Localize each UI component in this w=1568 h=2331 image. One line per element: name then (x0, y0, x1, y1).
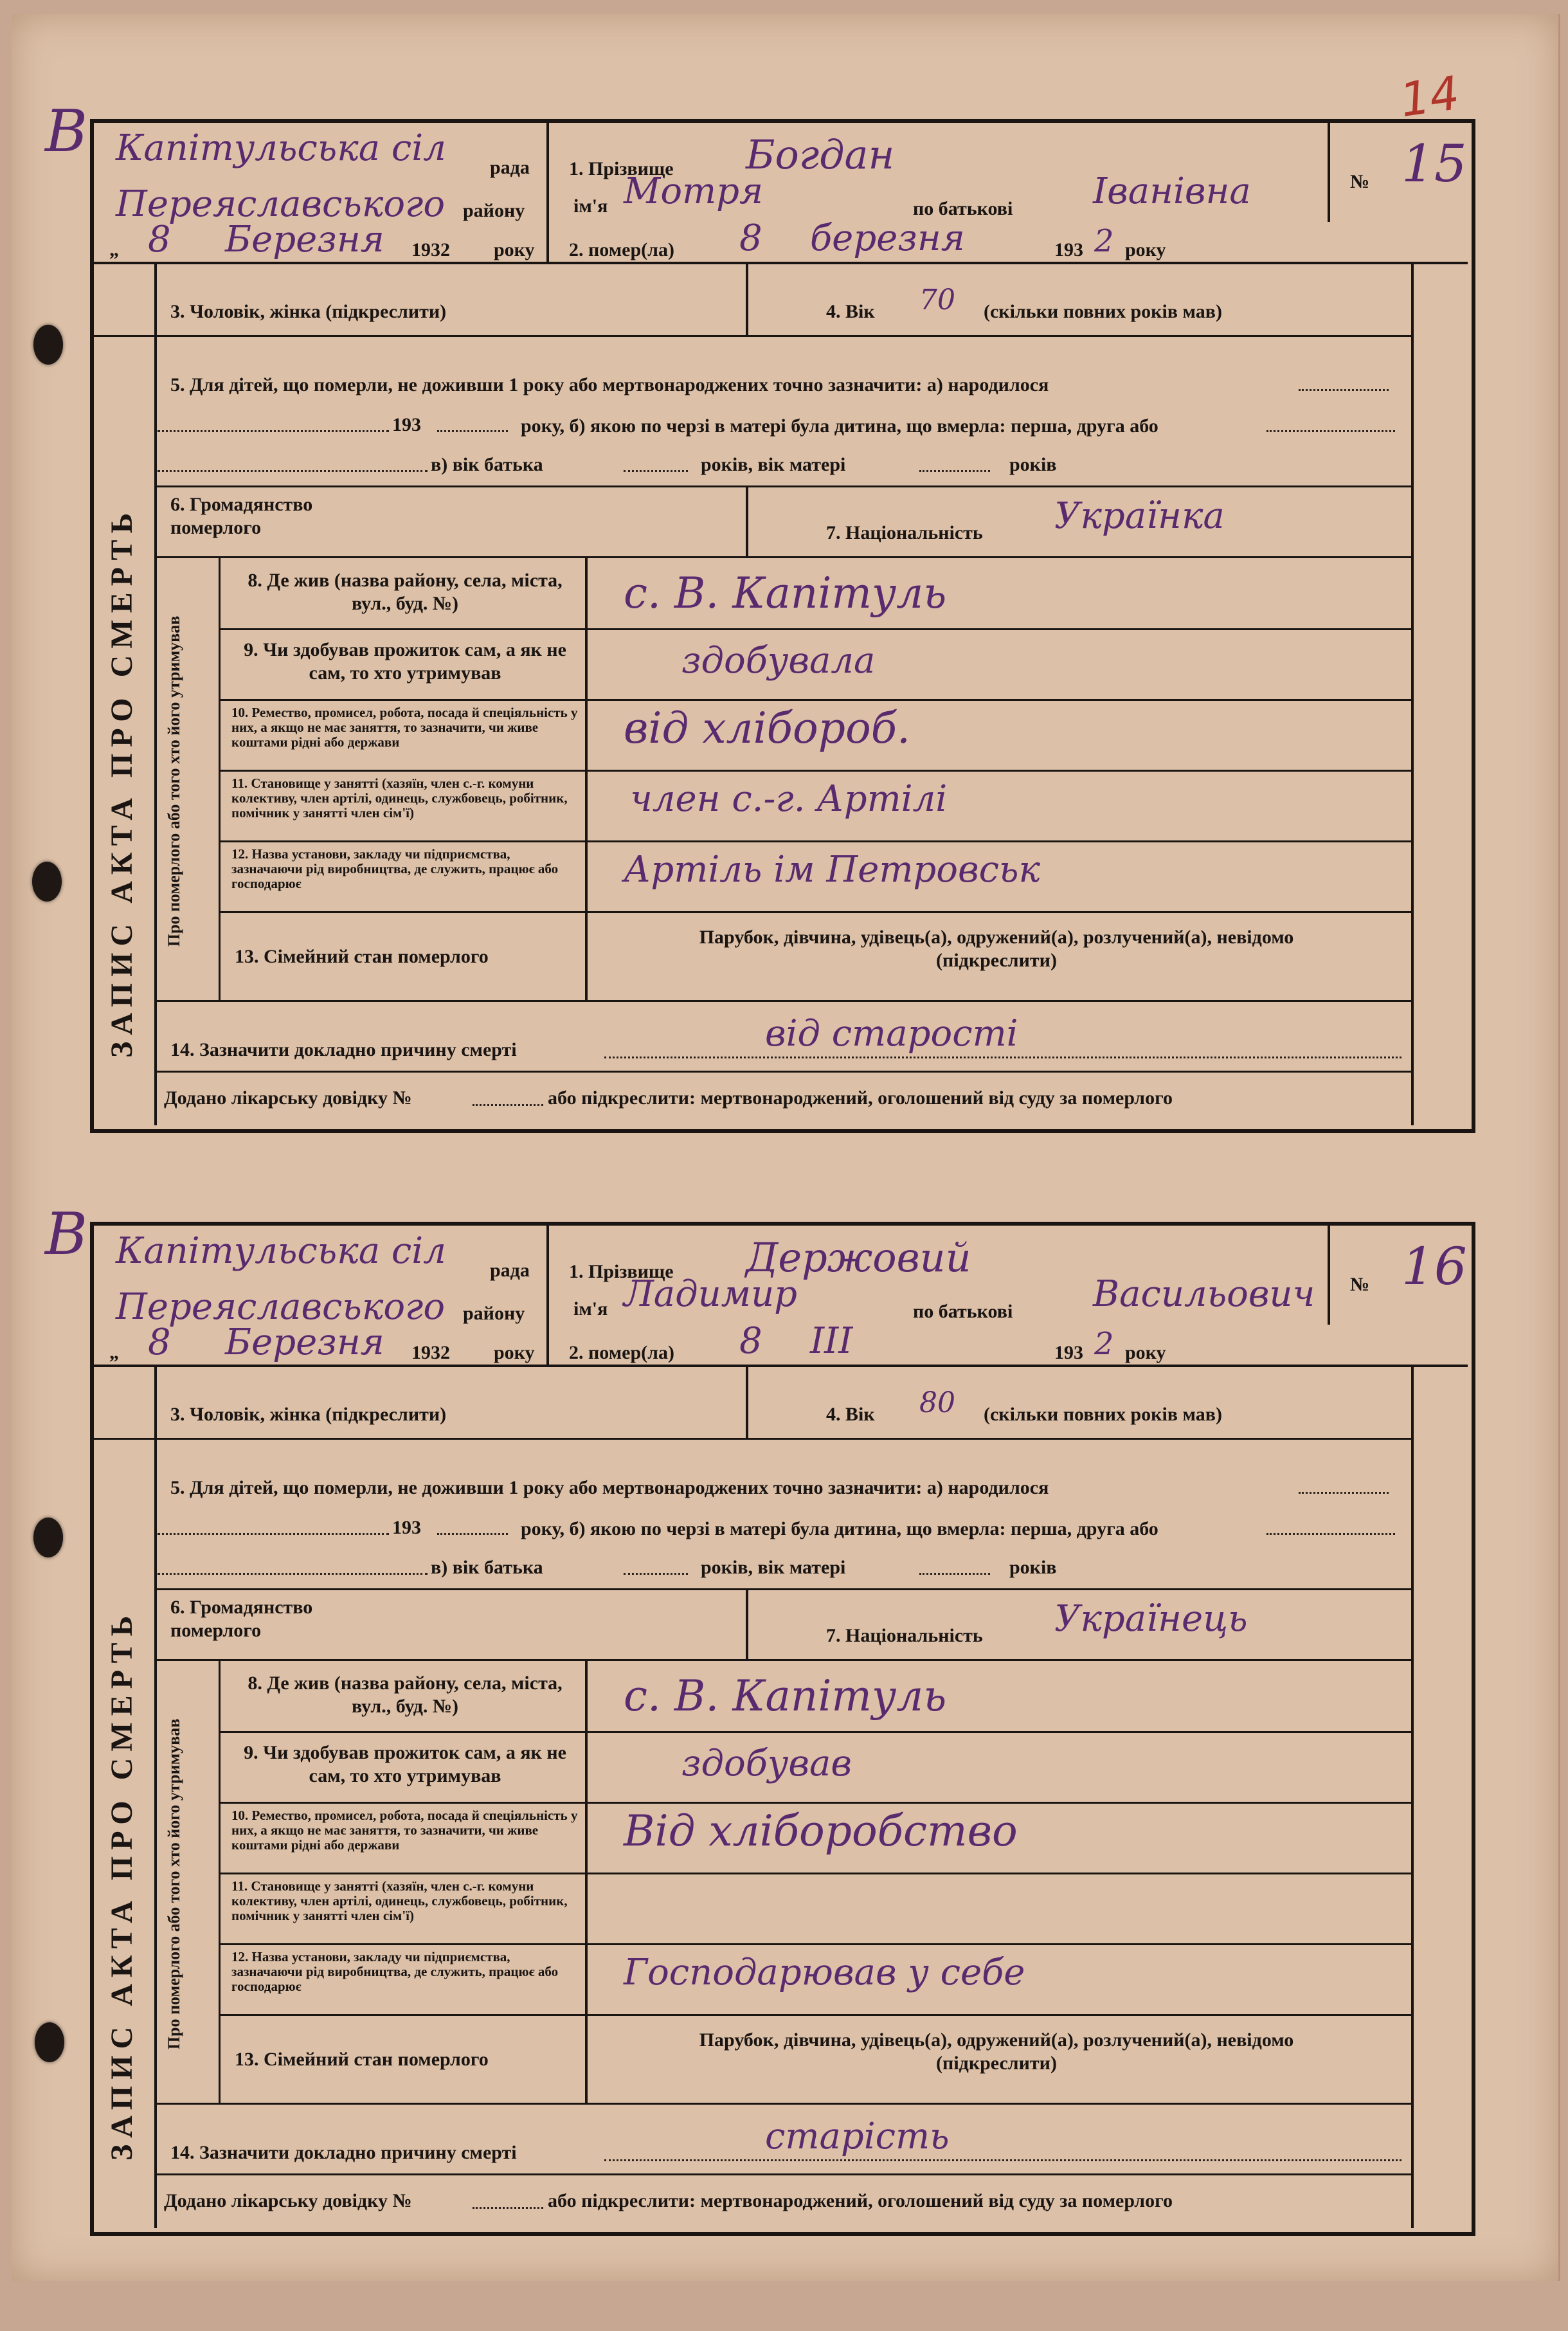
residence-value: с. В. Капітуль (624, 568, 947, 618)
surname-value: Богдан (746, 131, 895, 178)
date-year: 1932 (411, 1342, 450, 1363)
divider (154, 1000, 1411, 1002)
field-6-label: 6. Громадянство померлого (170, 1597, 313, 1641)
divider (219, 1943, 1411, 1945)
patronymic-value: Іванівна (1093, 170, 1251, 212)
patronymic-value: Васильович (1093, 1273, 1315, 1315)
died-month: III (810, 1320, 853, 1362)
surname-label: 1. Прізвище (569, 158, 674, 179)
died-label: 2. помер(ла) (569, 239, 674, 260)
field-10-label: 10. Ремество, промисел, робота, посада й спеціяльність у них, а якщо не має заняття, то зазначити, чи живе коштами рідні або держави (231, 1808, 578, 1853)
divider (154, 1365, 157, 2228)
blank-line (473, 2207, 543, 2209)
blank-line (437, 430, 508, 432)
field-4-hint: (скільки повних років мав) (984, 301, 1222, 322)
field-5-line3a: в) вік батька (431, 1557, 543, 1578)
divider (154, 262, 157, 1125)
date-day: 8 (148, 1321, 171, 1363)
binder-hole (33, 325, 63, 365)
corner-mark: В (45, 1201, 88, 1268)
divider (746, 264, 748, 335)
blank-line (158, 1573, 428, 1575)
divider (1411, 1365, 1414, 2228)
died-day: 8 (739, 1320, 762, 1362)
blank-line (919, 470, 990, 472)
binder-hole (35, 2022, 64, 2062)
field-13-options: Парубок, дівчина, удівець(а), одружений(а), розлучений(а), невідомо (підкреслити) (699, 927, 1294, 971)
field-8-label: 8. Де жив (назва району, села, міста, вул., буд. №) (248, 570, 563, 614)
died-roku-label: року (1125, 1342, 1166, 1363)
divider (90, 335, 1411, 337)
date-roku-label: року (494, 1342, 535, 1363)
institution-value: Господарював у себе (624, 1952, 1025, 1993)
record-frame (90, 1222, 1475, 2236)
field-3-label: 3. Чоловік, жінка (підкреслити) (170, 301, 447, 322)
divider (585, 556, 588, 1000)
cause-value: старість (765, 2116, 950, 2157)
nationality-value: Українка (1054, 495, 1225, 537)
name-value: Мотря (624, 170, 764, 212)
raion-label: району (463, 1303, 525, 1324)
date-month: Березня (225, 219, 384, 260)
footer-b: або підкреслити: мертвонароджений, оголошений від суду за померлого (548, 1087, 1173, 1109)
blank-line (1299, 389, 1389, 391)
record-number: 15 (1401, 134, 1467, 194)
footer-a: Додано лікарську довідку № (164, 1087, 412, 1109)
age-value: 80 (919, 1386, 955, 1419)
field-5-line2: року, б) якою по черзі в матері була дитина, що вмерла: перша, друга або (521, 1518, 1158, 1539)
divider (746, 1588, 748, 1659)
blank-line (1266, 430, 1395, 432)
blank-line (437, 1533, 508, 1535)
position-value: член с.-г. Артілі (630, 778, 948, 820)
field-4-label: 4. Вік (826, 301, 875, 322)
blank-line (158, 430, 389, 432)
death-record-2 (45, 1201, 1475, 2331)
divider (154, 1588, 1411, 1590)
field-5-line3a: в) вік батька (431, 454, 543, 475)
divider (546, 119, 549, 262)
surname-label: 1. Прізвище (569, 1261, 674, 1282)
divider (154, 556, 1411, 558)
rada-value: Капітульська сіл (116, 127, 446, 169)
field-7-label: 7. Національність (826, 522, 983, 543)
number-label: № (1350, 171, 1370, 192)
field-4-hint: (скільки повних років мав) (984, 1404, 1222, 1425)
date-roku-label: року (494, 239, 535, 260)
divider (219, 1873, 1411, 1874)
field-3-label: 3. Чоловік, жінка (підкреслити) (170, 1404, 447, 1425)
livelihood-value: здобувала (681, 640, 876, 682)
blank-line (604, 2159, 1401, 2161)
divider (1328, 1222, 1330, 1325)
divider (219, 1731, 1411, 1733)
divider (154, 1659, 1411, 1661)
divider (746, 1367, 748, 1438)
field-11-label: 11. Становище у занятті (хазяїн, член с.-г. комуни колективу, член артілі, одинець, службовець, робітник, помічник у занятті член сім'ї) (231, 775, 568, 821)
divider (219, 699, 1411, 701)
field-9-label: 9. Чи здобував прожиток сам, а як не сам, то хто утримував (244, 1742, 566, 1786)
divider (219, 556, 221, 1000)
date-prefix: „ (109, 239, 119, 260)
raion-value: Переяславського (116, 183, 446, 225)
binder-hole (32, 862, 62, 902)
divider (219, 911, 1411, 913)
divider (1328, 119, 1330, 222)
field-13-label: 13. Сімейний стан померлого (235, 946, 489, 967)
age-value: 70 (919, 284, 955, 316)
blank-line (919, 1573, 990, 1575)
field-5-line1: 5. Для дітей, що померли, не доживши 1 року або мертвонароджених точно зазначити: а) народилося (170, 374, 1049, 395)
field-7-label: 7. Національність (826, 1625, 983, 1646)
divider (154, 2173, 1411, 2175)
blank-line (1266, 1533, 1395, 1535)
divider (154, 2103, 1411, 2105)
died-label: 2. помер(ла) (569, 1342, 674, 1363)
cause-value: від старості (765, 1013, 1018, 1055)
occupation-value: Від хліборобство (624, 1806, 1018, 1856)
died-year-prefix: 193 (1054, 1342, 1083, 1363)
date-month: Березня (225, 1321, 384, 1363)
field-5-line3b: років, вік матері (701, 454, 846, 475)
divider (219, 628, 1411, 630)
field-12-label: 12. Назва установи, закладу чи підприємства, зазначаючи рід виробництва, де служить, працює або господарює (231, 1949, 559, 1995)
page-number: 14 (1396, 66, 1463, 127)
field-5-year: 193 (392, 414, 421, 435)
divider (219, 840, 1411, 842)
death-record-1 (45, 98, 1475, 1228)
raion-label: району (463, 200, 525, 221)
corner-mark: В (45, 98, 88, 165)
field-5-line3b: років, вік матері (701, 1557, 846, 1578)
number-label: № (1350, 1274, 1370, 1295)
blank-line (158, 470, 428, 472)
field-6-label: 6. Громадянство померлого (170, 494, 313, 538)
divider (1411, 262, 1414, 1125)
surname-value: Держовий (746, 1234, 971, 1281)
died-year-digit: 2 (1094, 1326, 1114, 1362)
field-8-label: 8. Де жив (назва району, села, міста, вул., буд. №) (248, 1673, 563, 1717)
field-13-label: 13. Сімейний стан померлого (235, 2049, 489, 2070)
divider (746, 485, 748, 556)
blank-line (604, 1057, 1401, 1058)
date-prefix: „ (109, 1342, 119, 1363)
divider (90, 1438, 1411, 1440)
divider (585, 1659, 588, 2103)
date-day: 8 (148, 219, 171, 260)
died-year-digit: 2 (1094, 223, 1114, 259)
divider (219, 770, 1411, 772)
occupation-value: від хлібороб. (624, 703, 910, 753)
died-month: березня (810, 217, 965, 259)
field-14-label: 14. Зазначити докладно причину смерті (170, 2142, 517, 2163)
name-label: ім'я (573, 195, 608, 217)
side-title: ЗАПИС АКТА ПРО СМЕРТЬ (105, 1609, 139, 2161)
blank-line (473, 1104, 543, 1106)
field-5-line1: 5. Для дітей, що померли, не доживши 1 року або мертвонароджених точно зазначити: а) народилося (170, 1477, 1049, 1498)
footer-b: або підкреслити: мертвонароджений, оголошений від суду за померлого (548, 2190, 1173, 2211)
binder-hole (33, 1518, 63, 1557)
field-14-label: 14. Зазначити докладно причину смерті (170, 1039, 517, 1060)
side-subtitle: Про померлого або того хто його утримував (165, 1718, 183, 2050)
side-title: ЗАПИС АКТА ПРО СМЕРТЬ (105, 506, 139, 1058)
rada-label: рада (490, 1260, 530, 1281)
blank-line (1299, 1492, 1389, 1494)
blank-line (624, 470, 688, 472)
footer-a: Додано лікарську довідку № (164, 2190, 412, 2211)
field-5-line3c: років (1009, 454, 1057, 475)
divider (154, 1071, 1411, 1073)
field-5-line3c: років (1009, 1557, 1057, 1578)
raion-value: Переяславського (116, 1286, 446, 1328)
name-value: Ладимир (624, 1273, 798, 1315)
field-13-options: Парубок, дівчина, удівець(а), одружений(а), розлучений(а), невідомо (підкреслити) (699, 2029, 1294, 2074)
rada-value: Капітульська сіл (116, 1230, 446, 1272)
field-12-label: 12. Назва установи, закладу чи підприємства, зазначаючи рід виробництва, де служить, працює або господарює (231, 846, 559, 892)
patronymic-label: по батькові (913, 198, 1013, 219)
name-label: ім'я (573, 1298, 608, 1320)
rada-label: рада (490, 157, 530, 178)
divider (219, 1659, 221, 2103)
nationality-value: Українець (1054, 1598, 1248, 1640)
field-5-year: 193 (392, 1517, 421, 1538)
died-roku-label: року (1125, 239, 1166, 260)
divider (219, 1802, 1411, 1804)
died-year-prefix: 193 (1054, 239, 1083, 260)
livelihood-value: здобував (681, 1743, 852, 1784)
institution-value: Артіль ім Петровськ (624, 849, 1040, 891)
divider (90, 1365, 1468, 1367)
blank-line (158, 1533, 389, 1535)
date-year: 1932 (411, 239, 450, 260)
died-day: 8 (739, 217, 762, 259)
record-number: 16 (1401, 1237, 1467, 1296)
divider (90, 262, 1468, 264)
blank-line (624, 1573, 688, 1575)
field-11-label: 11. Становище у занятті (хазяїн, член с.-г. комуни колективу, член артілі, одинець, службовець, робітник, помічник у занятті член сім'ї) (231, 1878, 568, 1924)
field-10-label: 10. Ремество, промисел, робота, посада й спеціяльність у них, а якщо не має заняття, то зазначити, чи живе коштами рідні або держави (231, 705, 578, 750)
residence-value: с. В. Капітуль (624, 1671, 947, 1721)
field-4-label: 4. Вік (826, 1404, 875, 1425)
record-frame (90, 119, 1475, 1133)
divider (154, 485, 1411, 487)
field-5-line2: року, б) якою по черзі в матері була дитина, що вмерла: перша, друга або (521, 415, 1158, 437)
patronymic-label: по батькові (913, 1301, 1013, 1322)
side-subtitle: Про померлого або того хто його утримував (165, 615, 183, 947)
divider (546, 1222, 549, 1365)
divider (219, 2014, 1411, 2016)
field-9-label: 9. Чи здобував прожиток сам, а як не сам, то хто утримував (244, 639, 566, 684)
